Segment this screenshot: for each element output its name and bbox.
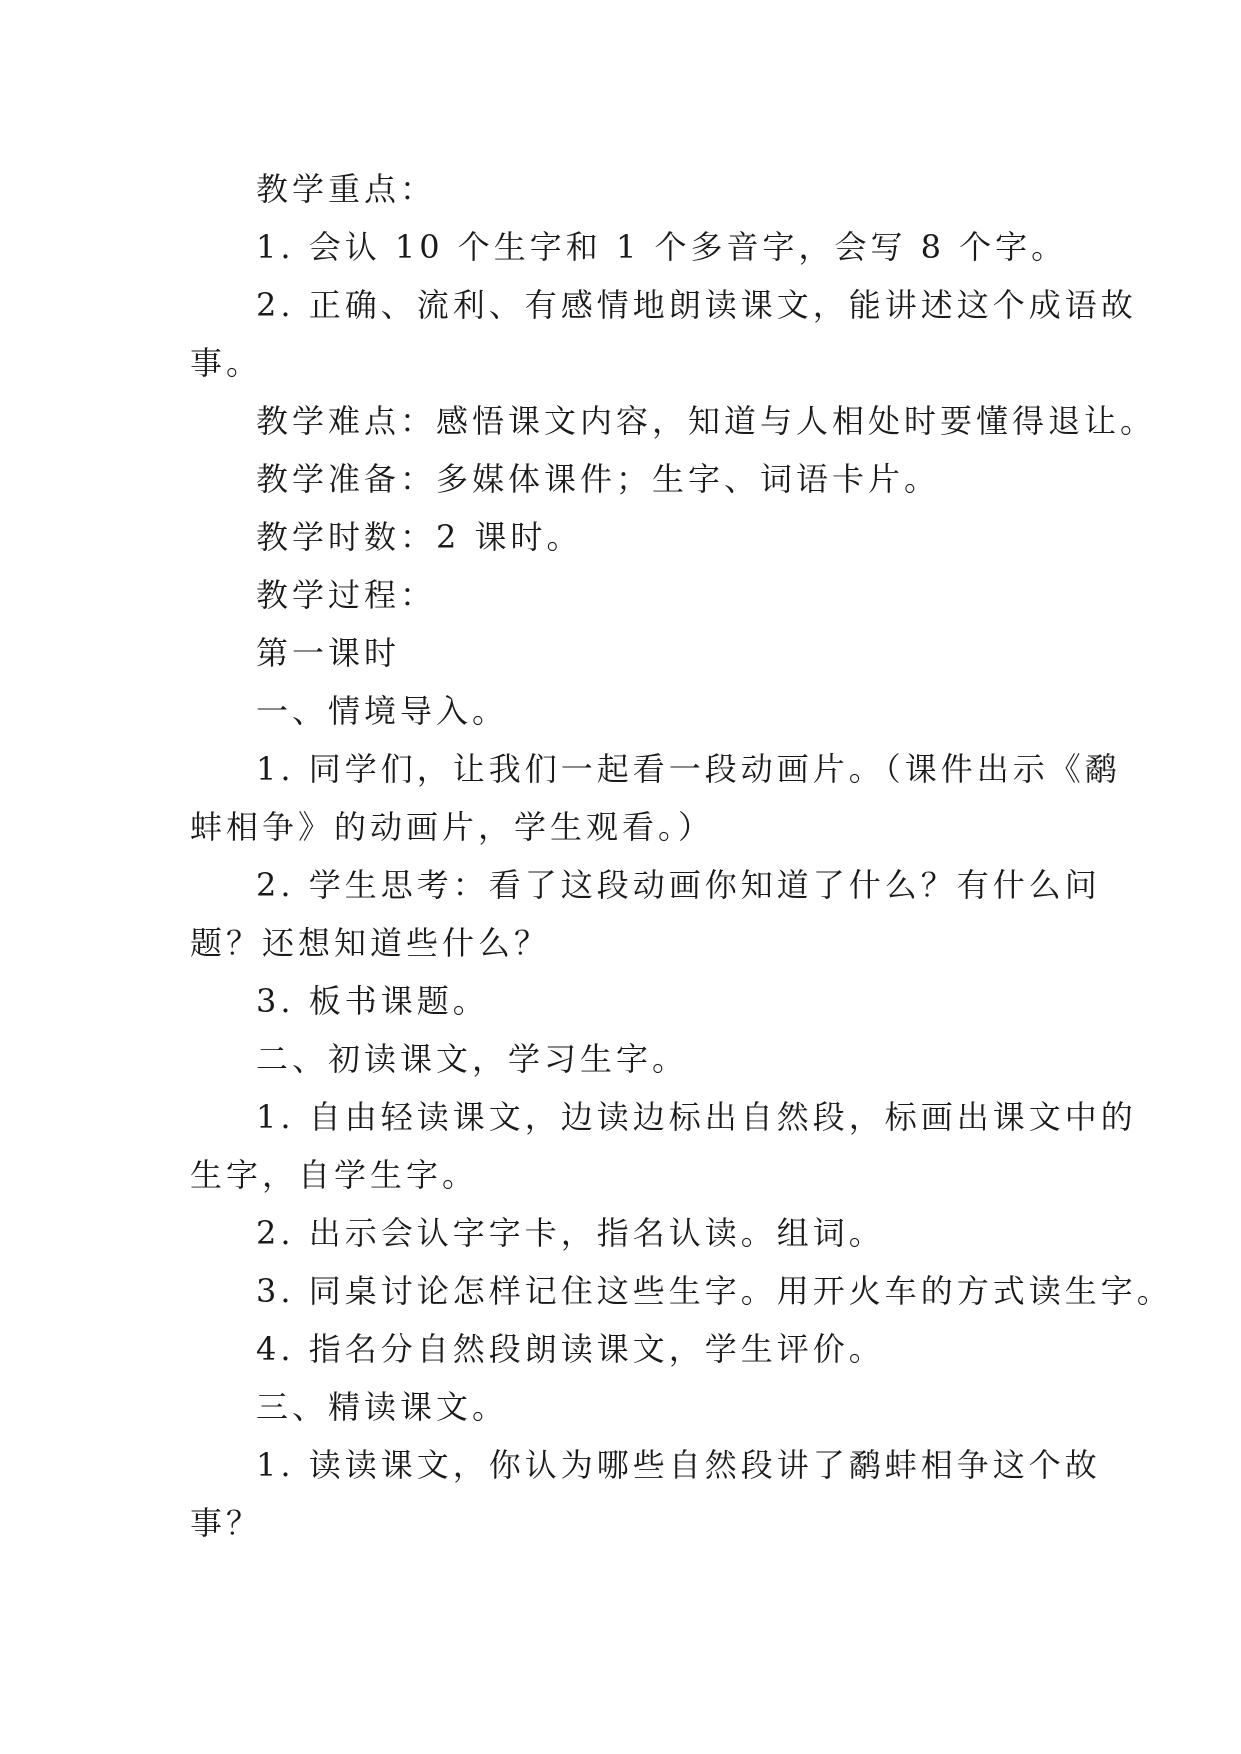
section-2-item-1 (190, 1088, 1137, 1204)
focus-item-2-line-2: 事。 (190, 344, 263, 382)
section-3-item-1 (190, 1436, 1101, 1552)
focus-item-2-line-1: 2. 正确、流利、有感情地朗读课文，能讲述这个成语故 (256, 286, 1137, 324)
heading-first-lesson: 第一课时 (256, 634, 401, 672)
section-1-item-2-line-1: 2. 学生思考：看了这段动画你知道了什么？有什么问 (256, 866, 1101, 904)
section-2-heading: 二、初读课文，学习生字。 (256, 1040, 689, 1078)
teaching-difficulty: 教学难点：感悟课文内容，知道与人相处时要懂得退让。 (256, 402, 1157, 440)
section-1-heading: 一、情境导入。 (256, 692, 509, 730)
section-1-item-1-line-1: 1. 同学们，让我们一起看一段动画片。（课件出示《鹬 (256, 750, 1121, 788)
focus-item-1: 1. 会认 10 个生字和 1 个多音字，会写 8 个字。 (256, 228, 1068, 266)
section-1-item-2 (190, 856, 1101, 972)
heading-teaching-process: 教学过程： (256, 576, 437, 614)
section-1-item-3: 3. 板书课题。 (256, 982, 489, 1020)
section-1-item-1-line-2: 蚌相争》的动画片，学生观看。） (190, 808, 715, 846)
teaching-hours: 教学时数：2 课时。 (256, 518, 583, 556)
focus-item-2 (190, 276, 1137, 392)
section-2-item-1-line-2: 生字，自学生字。 (190, 1156, 479, 1194)
section-1-item-1 (190, 740, 1121, 856)
document-body (190, 160, 1173, 1552)
section-2-item-1-line-1: 1. 自由轻读课文，边读边标出自然段，标画出课文中的 (256, 1098, 1137, 1136)
section-2-item-2: 2. 出示会认字字卡，指名认读。组词。 (256, 1214, 885, 1252)
section-2-item-4: 4. 指名分自然段朗读课文，学生评价。 (256, 1330, 885, 1368)
section-1-item-2-line-2: 题？还想知道些什么？ (190, 924, 551, 962)
teaching-preparation: 教学准备：多媒体课件；生字、词语卡片。 (256, 460, 941, 498)
heading-teaching-focus: 教学重点： (256, 170, 437, 208)
section-3-heading: 三、精读课文。 (256, 1388, 509, 1426)
section-3-item-1-line-1: 1. 读读课文，你认为哪些自然段讲了鹬蚌相争这个故 (256, 1446, 1101, 1484)
section-2-item-3: 3. 同桌讨论怎样记住这些生字。用开火车的方式读生字。 (256, 1272, 1173, 1310)
section-3-item-1-line-2: 事？ (190, 1504, 263, 1542)
